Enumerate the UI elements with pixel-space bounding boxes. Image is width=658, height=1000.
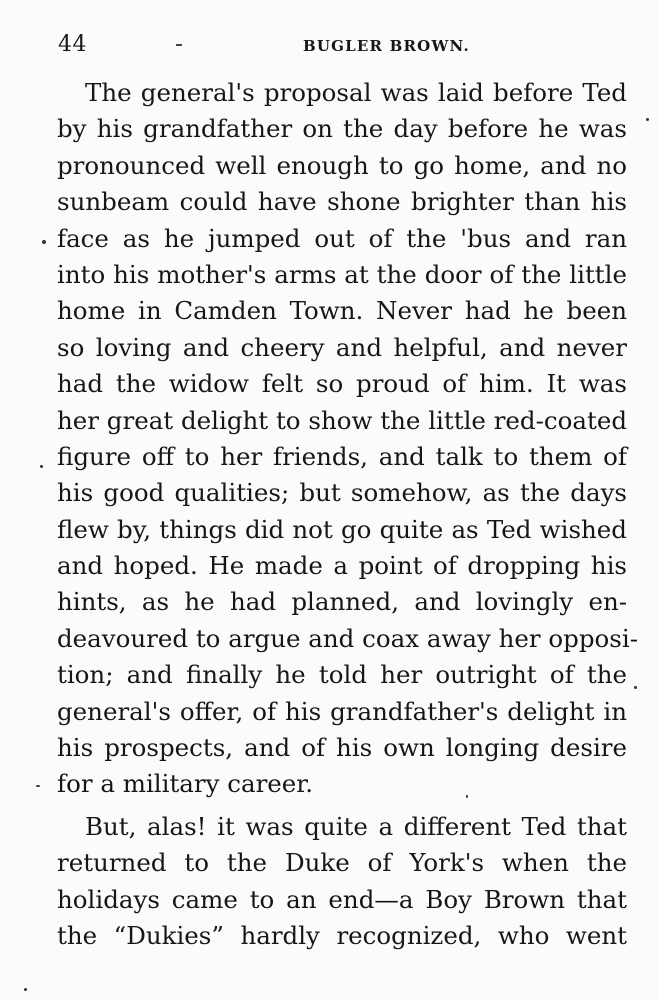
scan-speck [646, 118, 649, 121]
paragraph-1 [57, 75, 638, 803]
text-line: her great delight to show the little red-coated [57, 405, 627, 435]
text-line: pronounced well enough to go home, and no [57, 150, 627, 180]
text-line: sunbeam could have shone brighter than his [57, 187, 627, 217]
text-line: and hoped. He made a point of dropping his [57, 551, 627, 581]
text-line: returned to the Duke of York's when the [57, 848, 627, 878]
text-line: had the widow felt so proud of him. It was [57, 369, 627, 399]
scan-speck [24, 988, 27, 991]
scan-speck [466, 795, 468, 798]
text-line: figure off to her friends, and talk to them of [57, 441, 627, 471]
scan-speck [634, 686, 637, 689]
text-line: so loving and cheery and helpful, and never [57, 332, 627, 362]
running-title: BUGLER BROWN. [303, 37, 470, 55]
text-line: by his grandfather on the day before he was [57, 114, 627, 144]
text-line: deavoured to argue and coax away her opposi- [57, 623, 638, 653]
text-line: hints, as he had planned, and lovingly en- [57, 587, 627, 617]
text-line: his prospects, and of his own longing desire [57, 733, 627, 763]
text-line: home in Camden Town. Never had he been [57, 296, 627, 326]
print-dash-mark [176, 44, 182, 46]
text-line: flew by, things did not go quite as Ted wished [57, 514, 627, 544]
text-line: the “Dukies” hardly recognized, who went [57, 920, 627, 950]
running-head [58, 32, 618, 62]
text-line: But, alas! it was quite a different Ted that [85, 811, 627, 841]
text-line: The general's proposal was laid before Ted [85, 78, 627, 107]
scan-speck [36, 785, 40, 787]
text-line: his good qualities; but somehow, as the days [57, 478, 627, 508]
text-line: into his mother's arms at the door of the little [57, 259, 627, 289]
text-line: face as he jumped out of the 'bus and ran [57, 223, 627, 253]
text-line: holidays came to an end—a Boy Brown that [57, 884, 627, 914]
page-number: 44 [58, 32, 87, 57]
text-line: for a military career. [57, 769, 314, 799]
paragraph-2 [57, 809, 627, 955]
body-text [57, 75, 638, 954]
text-line: tion; and finally he told her outright of the [57, 660, 627, 690]
text-line: general's offer, of his grandfather's delight in [57, 696, 627, 726]
scan-speck [42, 240, 46, 244]
scan-speck [40, 465, 43, 468]
